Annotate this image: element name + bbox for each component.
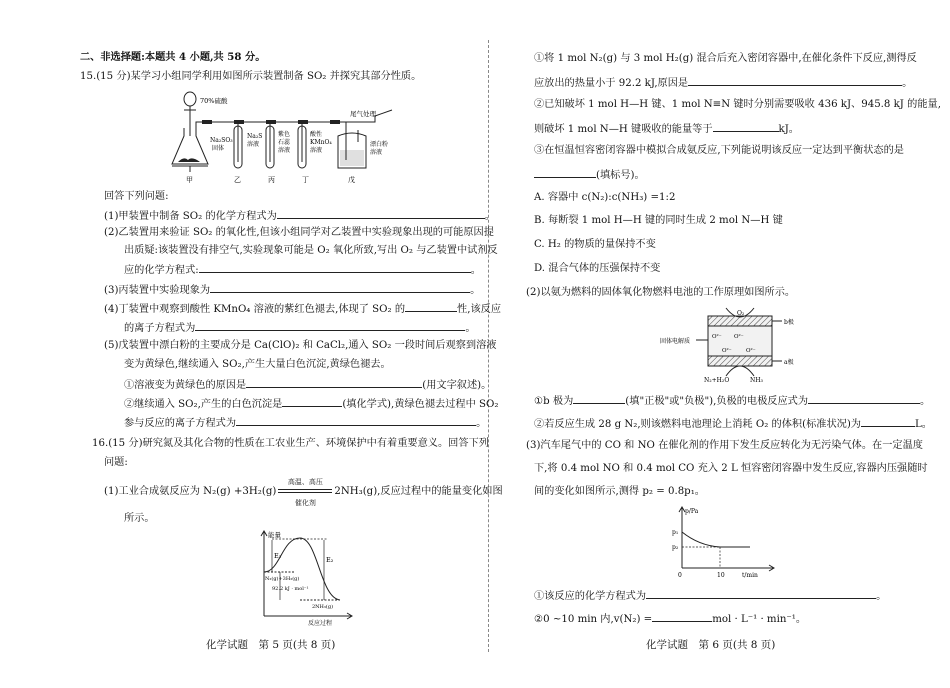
right-page: [490, 0, 950, 688]
label-wu: 戊: [348, 176, 355, 184]
r-line3: ②已知破坏 1 mol H—H 键、1 mol N≡N 键时分别需要吸收 436 kJ、945.8 kJ 的能量,: [534, 99, 941, 110]
q3-line-b: 下,将 0.4 mol NO 和 0.4 mol CO 充入 2 L 恒容密闭容器中发生反应,容器内压强随时: [534, 463, 928, 474]
ding-reagent-2: KMnO₄: [310, 139, 332, 146]
p2-label: p₂: [672, 544, 679, 551]
ion-1: O²⁻: [712, 334, 722, 340]
fuel-cell-figure: [660, 306, 820, 384]
q15-part5c1: ①溶液变为黄绿色的原因是 (用文字叙述)。: [124, 377, 491, 393]
section-header: 二、非选择题:本题共 4 小题,共 58 分。: [80, 51, 266, 63]
ding-reagent-1: 酸性: [310, 131, 323, 138]
bing-reagent-1: 紫色: [278, 131, 291, 138]
q16-stem-b: 问题:: [104, 457, 128, 468]
o2-label: O₂: [737, 310, 745, 317]
q15-part2c: 应的化学方程式: 。: [124, 262, 481, 278]
acid-label: 70%硫酸: [200, 97, 228, 105]
energy-ylabel: 能量: [268, 531, 281, 539]
option-b: B. 每断裂 1 mol H—H 键的同时生成 2 mol N—H 键: [534, 215, 783, 226]
footer-left: 化学试题 第 5 页(共 8 页): [206, 639, 336, 651]
q15-part5b: 变为黄绿色,继续通入 SO₂,产生大量白色沉淀,黄绿色褪去。: [124, 359, 391, 370]
q2-part-a: ①b 极为 (填"正极"或"负极"),负极的电极反应式为 。: [534, 393, 930, 409]
tail-label: 尾气处理: [350, 110, 376, 118]
energy-diagram: [250, 528, 360, 628]
label-ding: 丁: [302, 176, 309, 184]
delta-h-label: 92.2 kJ · mol⁻¹: [272, 586, 309, 592]
q16-part1: (1)工业合成氨反应为 N₂(g) +3H₂(g) 高温、高压 催化剂 2NH₃(g),反应过程中的能量变化如图: [104, 485, 503, 499]
ding-reagent-3: 溶液: [310, 147, 323, 154]
ion-2: O²⁻: [734, 334, 744, 340]
q3-part-e: ②0 ~10 min 内,v(N₂) = mol · L⁻¹ · min⁻¹。: [534, 611, 806, 627]
nh3-label: NH₃: [750, 377, 763, 384]
q3-line-a: (3)汽车尾气中的 CO 和 NO 在催化剂的作用下发生反应转化为无污染气体。在一定温度: [526, 440, 923, 451]
n2h2o-label: N₂+H₂O: [704, 377, 730, 384]
q15-part5c2: ②继续通入 SO₂,产生的白色沉淀是 (填化学式),黄绿色褪去过程中 SO₂: [124, 396, 498, 412]
pressure-graph: [670, 504, 780, 580]
label-jia: 甲: [186, 176, 193, 184]
yi-reagent-2: 溶液: [247, 141, 260, 148]
bing-reagent-2: 石蕊: [278, 139, 291, 146]
bing-reagent-3: 溶液: [278, 147, 291, 154]
q15-stem: 15.(15 分)某学习小组同学利用如图所示装置制备 SO₂ 并探究其部分性质。: [80, 71, 422, 82]
ion-3: O²⁻: [722, 348, 732, 354]
cond-bottom: 催化剂: [294, 499, 316, 507]
r-line2: 应放出的热量小于 92.2 kJ,原因是 。: [534, 75, 912, 91]
q15-part1: (1)甲装置中制备 SO₂ 的化学方程式为 。: [104, 208, 495, 224]
footer-right: 化学试题 第 6 页(共 8 页): [646, 639, 776, 651]
t10-label: 10: [717, 572, 725, 579]
q15-part5a: (5)戊装置中漂白粉的主要成分是 Ca(ClO)₂ 和 CaCl₂,通入 SO₂ 一段时间后观察到溶液: [104, 340, 497, 351]
jia-reagent-1: Na₂SO₃: [210, 137, 233, 144]
graph-ylabel: p/Pa: [685, 508, 699, 515]
label-bing: 丙: [268, 176, 275, 184]
r-line1: ①将 1 mol N₂(g) 与 3 mol H₂(g) 混合后充入密闭容器中,在催化条件下反应,测得反: [534, 53, 917, 64]
cond-top: 高温、高压: [287, 478, 323, 486]
yi-reagent-1: Na₂S: [247, 133, 263, 140]
q3-line-c: 间的变化如图所示,测得 p₂ = 0.8p₁。: [534, 486, 705, 497]
r-line4: 则破坏 1 mol N—H 键吸收的能量等于 kJ。: [534, 121, 799, 137]
electrolyte-label: 固体电解质: [660, 338, 691, 345]
b-electrode-label: b极: [784, 319, 794, 326]
reactants-label: N₂(g)+3H₂(g): [265, 576, 300, 582]
q15-part4a: (4)丁装置中观察到酸性 KMnO₄ 溶液的紫红色褪去,体现了 SO₂ 的 性,该反应: [104, 301, 501, 317]
q15-apparatus-figure: [170, 86, 400, 186]
r-line5: ③在恒温恒容密闭容器中模拟合成氨反应,下列能说明该反应一定达到平衡状态的是: [534, 145, 904, 156]
q15-part3: (3)丙装置中实验现象为 。: [104, 282, 480, 298]
q15-prompt: 回答下列问题:: [104, 191, 169, 202]
option-d: D. 混合气体的压强保持不变: [534, 263, 661, 274]
graph-xlabel: t/min: [742, 572, 758, 579]
q16-part1b: 所示。: [124, 513, 155, 524]
energy-xlabel: 反应过程: [308, 620, 333, 627]
wu-reagent-1: 漂白粉: [370, 141, 389, 148]
e2-label: E₂: [326, 556, 334, 564]
label-yi: 乙: [234, 176, 241, 184]
wu-reagent-2: 溶液: [370, 149, 383, 156]
q16-stem-a: 16.(15 分)研究氮及其化合物的性质在工农业生产、环境保护中有着重要意义。回答下列: [92, 438, 489, 449]
q2-part-b: ②若反应生成 28 g N₂,则该燃料电池理论上消耗 O₂ 的体积(标准状况)为 L。: [534, 416, 932, 432]
ion-4: O²⁻: [746, 348, 756, 354]
option-a: A. 容器中 c(N₂):c(NH₃) =1:2: [534, 192, 676, 203]
q15-part2a: (2)乙装置用来验证 SO₂ 的氧化性,但该小组同学对乙装置中实验现象出现的可能原因提: [104, 227, 494, 238]
origin-label: 0: [678, 572, 682, 579]
option-c: C. H₂ 的物质的量保持不变: [534, 239, 656, 250]
r-line6: (填标号)。: [534, 167, 645, 183]
jia-reagent-2: 固体: [212, 145, 225, 152]
q15-part5c3: 参与反应的离子方程式为 。: [124, 415, 486, 431]
product-label: 2NH₃(g): [312, 604, 334, 610]
q15-part2b: 出质疑:该装置没有排空气,实验现象可能是 O₂ 氧化所致,写出 O₂ 与乙装置中试剂反: [124, 245, 498, 256]
p1-label: p₁: [672, 529, 679, 536]
q3-part-d: ①该反应的化学方程式为 。: [534, 588, 886, 604]
q15-part4b: 的离子方程式为 。: [124, 320, 476, 336]
a-electrode-label: a极: [784, 359, 794, 366]
e1-label: E₁: [274, 552, 282, 560]
q2-stem: (2)以氨为燃料的固体氧化物燃料电池的工作原理如图所示。: [526, 287, 796, 298]
